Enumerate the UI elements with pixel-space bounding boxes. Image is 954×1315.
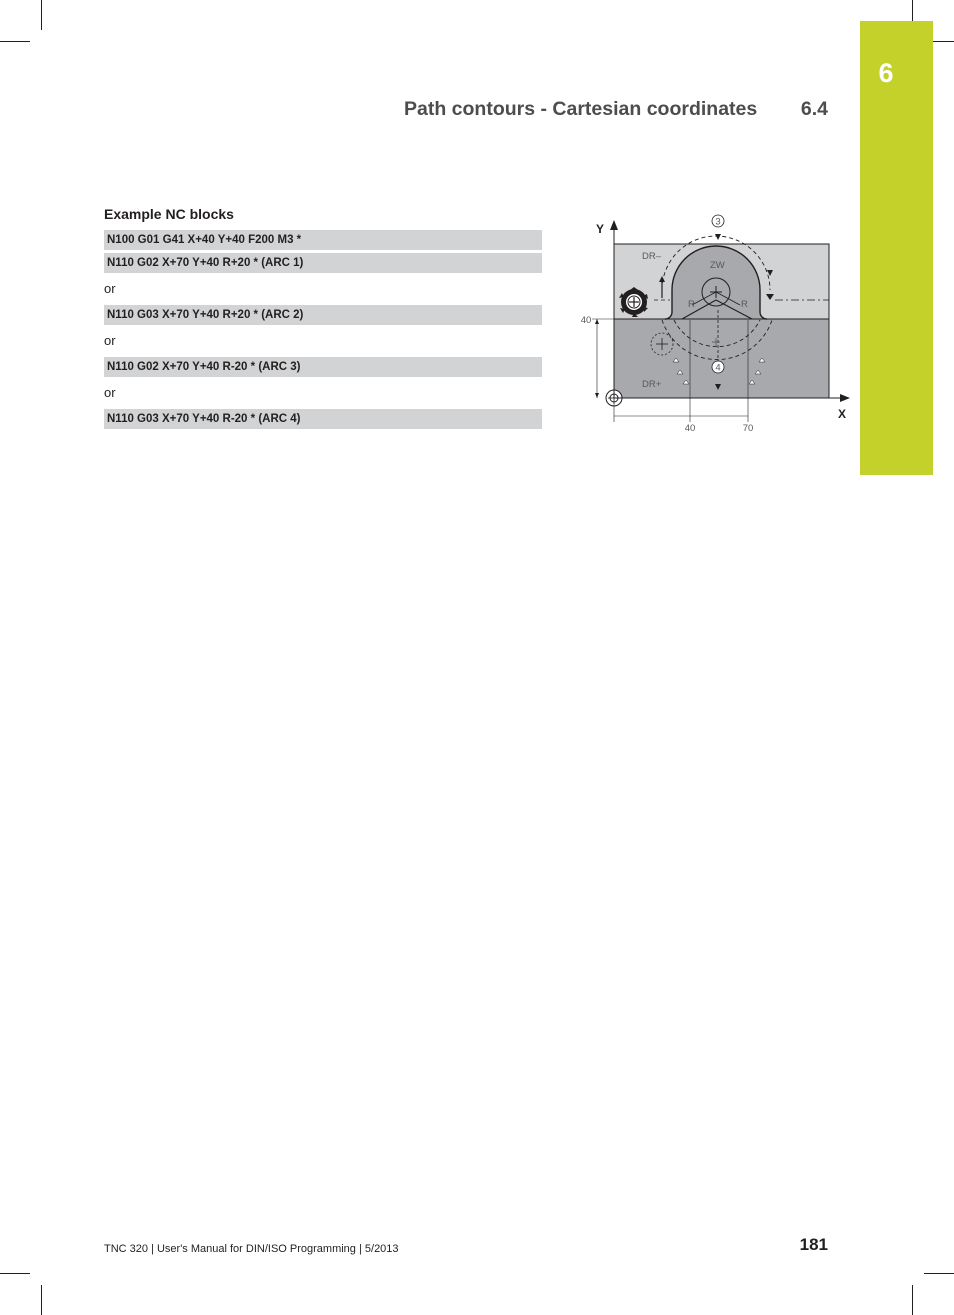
crop-mark	[0, 1273, 30, 1274]
label-radius-left: R	[688, 299, 695, 310]
crop-mark	[41, 0, 42, 30]
label-dr-minus: DR–	[642, 251, 662, 262]
chapter-number: 6	[878, 58, 894, 88]
or-separator: or	[104, 385, 116, 400]
tick-y-40: 40	[580, 315, 592, 326]
point-label-4: 4	[715, 362, 721, 374]
arc-contour-figure	[570, 210, 852, 438]
label-dr-plus: DR+	[642, 379, 662, 390]
x-axis-label: X	[838, 407, 847, 421]
example-heading: Example NC blocks	[104, 206, 234, 222]
code-block: N110 G02 X+70 Y+40 R+20 * (ARC 1)	[104, 253, 542, 273]
code-block: N110 G02 X+70 Y+40 R-20 * (ARC 3)	[104, 357, 542, 377]
y-axis-label: Y	[596, 222, 605, 236]
chapter-tab	[860, 21, 933, 475]
figure-svg	[570, 210, 852, 438]
code-block: N100 G01 G41 X+40 Y+40 F200 M3 *	[104, 230, 542, 250]
code-block: N110 G03 X+70 Y+40 R-20 * (ARC 4)	[104, 409, 542, 429]
or-separator: or	[104, 281, 116, 296]
x-axis-arrow	[840, 394, 850, 402]
tick-x-70: 70	[742, 423, 754, 434]
tick-x-40: 40	[684, 423, 696, 434]
section-header	[404, 98, 828, 121]
crop-mark	[924, 1273, 954, 1274]
page-number: 181	[799, 1235, 828, 1254]
arrow-marker	[715, 234, 721, 240]
crop-mark	[0, 41, 30, 42]
label-radius-right: R	[741, 299, 748, 310]
section-title: Path contours - Cartesian coordinates	[404, 98, 758, 120]
section-number: 6.4	[800, 98, 828, 120]
crop-mark	[912, 1285, 913, 1315]
label-zw: ZW	[710, 260, 725, 271]
y-axis-arrow	[610, 220, 618, 230]
crop-mark	[41, 1285, 42, 1315]
footer-text: TNC 320 | User's Manual for DIN/ISO Programming | 5/2013	[104, 1243, 399, 1255]
or-separator: or	[104, 333, 116, 348]
point-label-3: 3	[715, 216, 721, 228]
code-block: N110 G03 X+70 Y+40 R+20 * (ARC 2)	[104, 305, 542, 325]
